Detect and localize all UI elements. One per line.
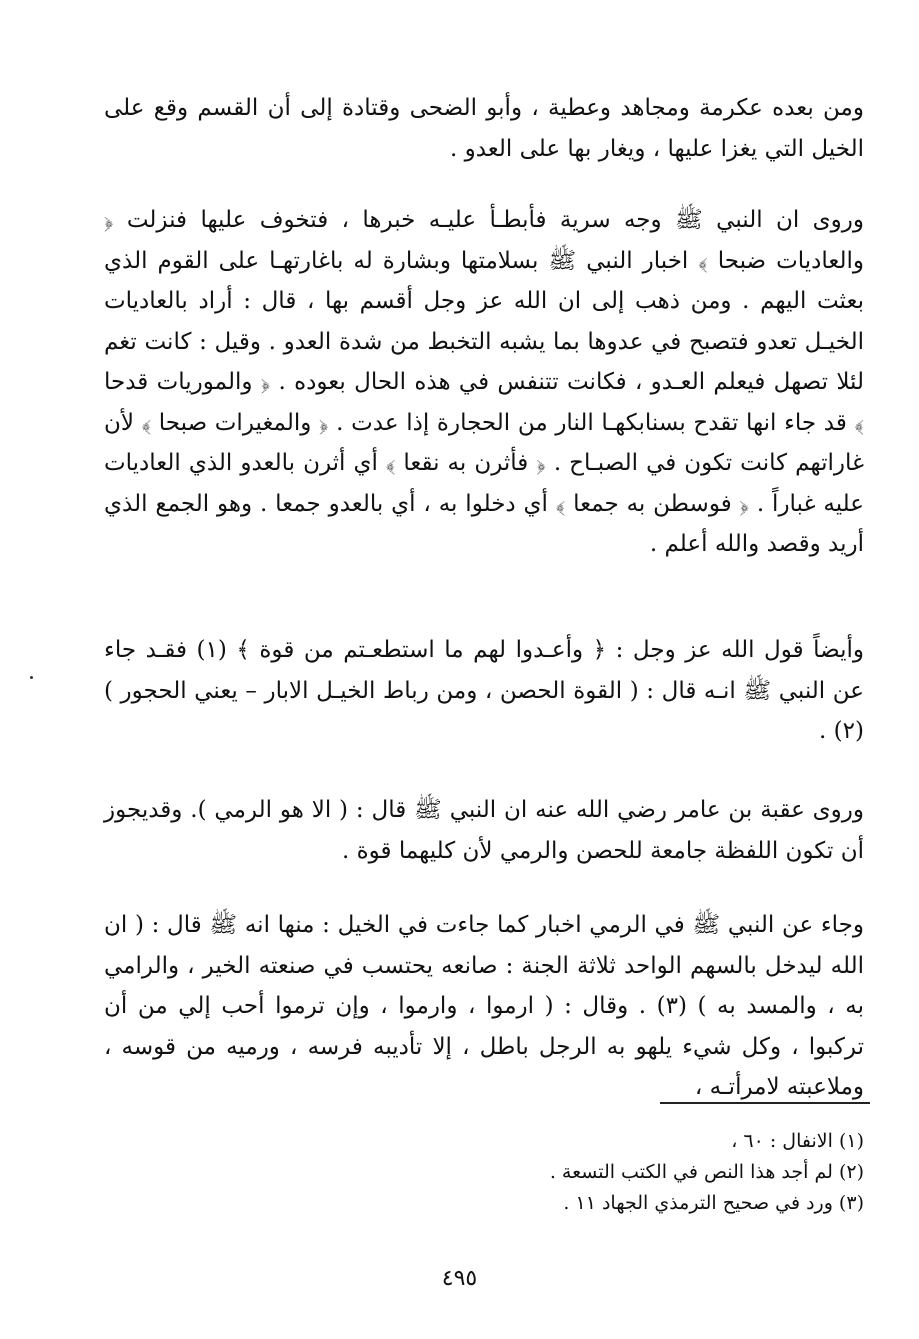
footnotes (104, 1126, 864, 1219)
paragraph-3: وأيضاً قول الله عز وجل : ﴿ وأعـدوا لهم ما استطعـتم من قوة ﴾ (١) فقـد جاء عن النبي ﷺ انـه قال : ( القوة الحصن ، ومن رباط الخيـل الابار – يعني الحجور ) (٢) . (104, 637, 864, 744)
paragraph-4: وروى عقبة بن عامر رضي الله عنه ان النبي ﷺ قال : ( الا هو الرمي ). وقديجوز أن تكون اللفظة جامعة للحصن والرمي لأن كليهما قوة . (104, 797, 864, 864)
paragraph-5: وجاء عن النبي ﷺ في الرمي اخبار كما جاءت في الخيل : منها انه ﷺ قال : ( ان الله ليدخل بالسهم الواحد ثلاثة الجنة : صانعه يحتسب في صنعته الخير ، والرامي به ، والمسد به ) (٣) . وقال : ( ارموا ، وارموا ، وإن ترموا أحب إلي من أن تركبوا ، وكل شيء يلهو به الرجل باطل ، إلا تأديبه فرسه ، ورميه من قوسه ، وملاعبته لامرأتـه ، (104, 912, 864, 1100)
paragraph-2: وروى ان النبي ﷺ وجه سرية فأبطـأ عليـه خبرها ، فتخوف عليها فنزلت ﴿ والعاديات ضبحا ﴾ اخبار النبي ﷺ بسلامتها وبشارة له باغارتهـا على القوم الذي بعثت اليهم . ومن ذهب إلى ان الله عز وجل أقسم بها ، قال : أراد بالعاديات الخيـل تعدو فتصبح في عدوها بما يشبه التخبط من شدة العدو . وقيل : كانت تغم لئلا تصهل فيعلم العـدو ، فكانت تتنفس في هذه الحال بعوده . ﴿ والموريات قدحا ﴾ قد جاء انها تقدح بسنابكهـا النار من الحجارة إذا عدت . ﴿ والمغيرات صبحا ﴾ لأن غاراتهم كانت تكون في الصبـاح . ﴿ فأثرن به نقعا ﴾ أي أثرن بالعدو الذي العاديات عليه غباراً . ﴿ فوسطن به جمعا ﴾ أي دخلوا به ، أي بالعدو جمعا . وهو الجمع الذي أريد وقصد والله أعلم . (104, 207, 864, 557)
paragraph-1: ومن بعده عكرمة ومجاهد وعطية ، وأبو الضحى وقتادة إلى أن القسم وقع على الخيل التي يغزا عليها ، ويغار بها على العدو . (104, 95, 864, 162)
page-number: ٤٩٥ (441, 1266, 478, 1291)
footnote-2: (٢) لم أجد هذا النص في الكتب التسعة . (549, 1161, 864, 1183)
footnote-divider (660, 1102, 870, 1104)
footnote-1: (١) الانفال : ٦٠ ، (731, 1130, 864, 1152)
margin-speck (30, 676, 33, 679)
footnote-3: (٣) ورد في صحيح الترمذي الجهاد ١١ . (563, 1192, 864, 1214)
